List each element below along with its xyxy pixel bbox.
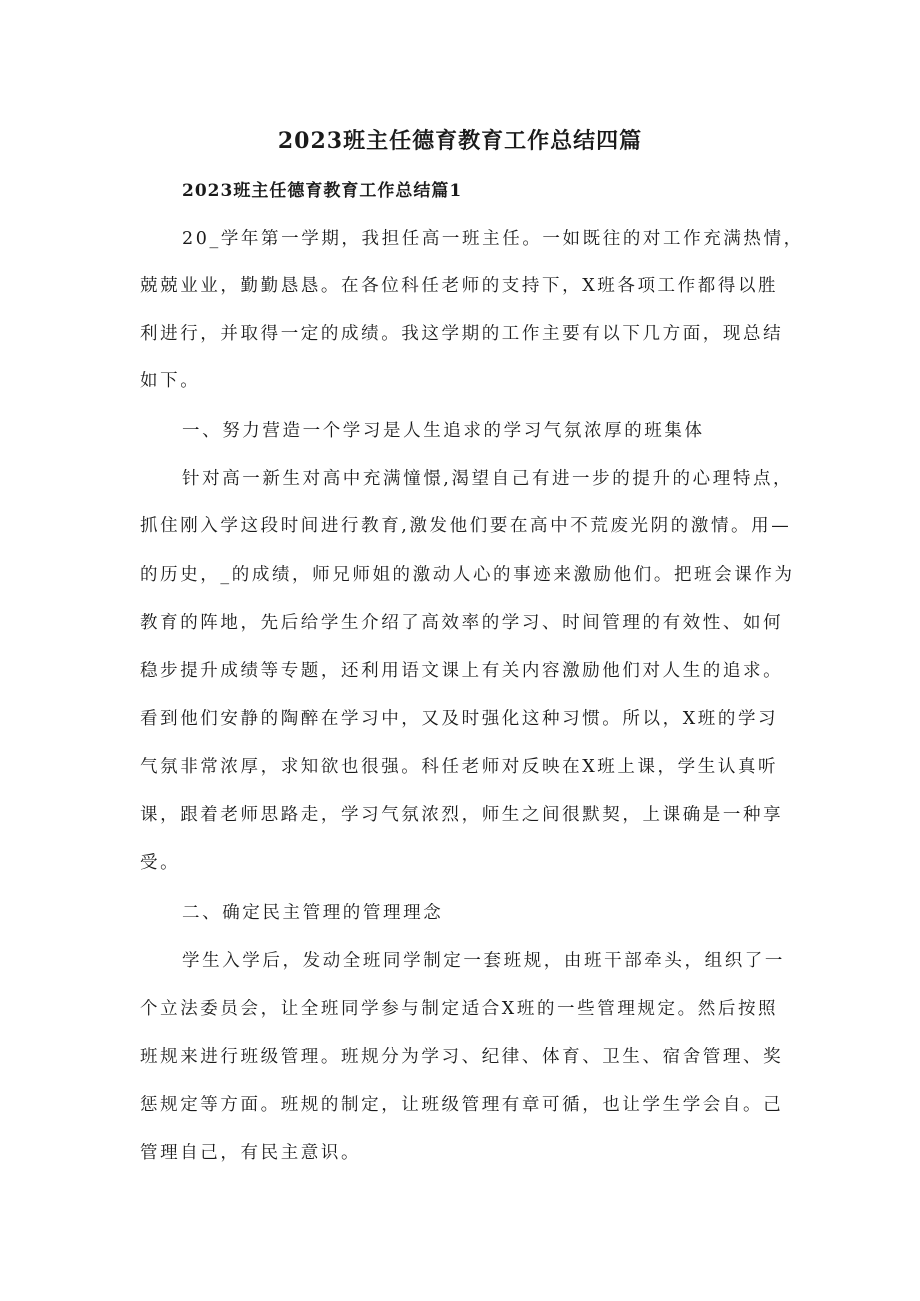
text-line: 抓住刚入学这段时间进行教育,激发他们要在高中不荒废光阴的激情。用—: [140, 516, 792, 536]
text-line: 惩规定等方面。班规的制定，让班级管理有章可循，也让学生学会自。己: [140, 1095, 784, 1115]
text-line: 受。: [140, 853, 181, 873]
text-line: 班规来进行班级管理。班规分为学习、纪律、体育、卫生、宿舍管理、奖: [140, 1047, 784, 1067]
text-line: 教育的阵地，先后给学生介绍了高效率的学习、时间管理的有效性、如何: [140, 613, 784, 633]
document-title: 2023班主任德育教育工作总结四篇: [277, 128, 643, 154]
text-line: 如下。: [140, 371, 201, 391]
text-line: 管理自己，有民主意识。: [140, 1143, 362, 1163]
text-line: 个立法委员会，让全班同学参与制定适合X班的一些管理规定。然后按照: [140, 999, 779, 1019]
subsection-heading: 一、努力营造一个学习是人生追求的学习气氛浓厚的班集体: [182, 421, 705, 441]
section-heading: 2023班主任德育教育工作总结篇1: [182, 181, 463, 201]
text-line: 针对高一新生对高中充满憧憬,渴望自己有进一步的提升的心理特点，: [182, 469, 794, 489]
text-line: 兢兢业业，勤勤恳恳。在各位科任老师的支持下，X班各项工作都得以胜: [140, 276, 779, 296]
subsection-heading: 二、确定民主管理的管理理念: [182, 903, 444, 923]
text-line: 课，跟着老师思路走，学习气氛浓烈，师生之间很默契，上课确是一种享: [140, 805, 784, 825]
text-line: 看到他们安静的陶醉在学习中，又及时强化这种习惯。所以，X班的学习: [140, 709, 779, 729]
text-line: 的历史，_的成绩，师兄师姐的激动人心的事迹来激励他们。把班会课作为: [140, 565, 795, 585]
text-line: 气氛非常浓厚，求知欲也很强。科任老师对反映在X班上课，学生认真听: [140, 757, 779, 777]
text-line: 学生入学后，发动全班同学制定一套班规，由班干部牵头，组织了一: [182, 951, 785, 971]
text-line: 利进行，并取得一定的成绩。我这学期的工作主要有以下几方面，现总结: [140, 324, 784, 344]
text-line: 20_学年第一学期，我担任高一班主任。一如既往的对工作充满热情，: [182, 229, 804, 249]
text-line: 稳步提升成绩等专题，还利用语文课上有关内容激励他们对人生的追求。: [140, 661, 784, 681]
